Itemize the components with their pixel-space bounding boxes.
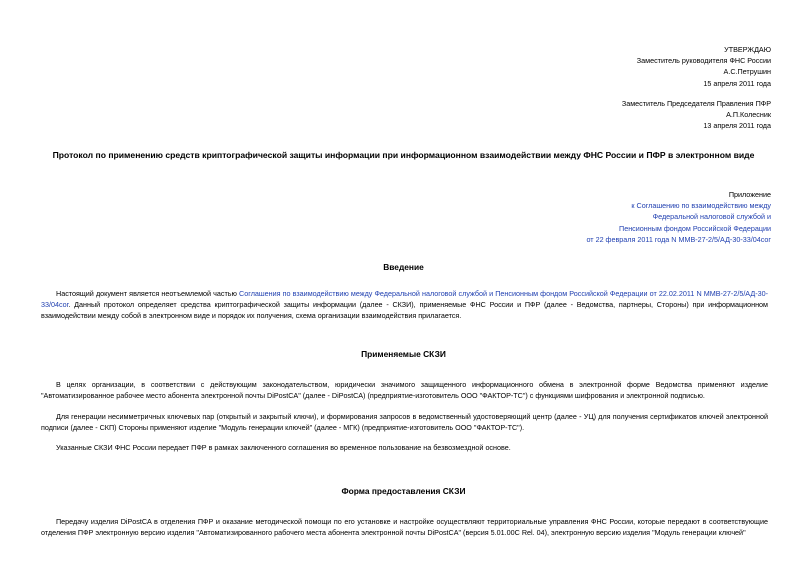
section-heading-skzi: Применяемые СКЗИ <box>361 349 446 359</box>
agreement-link[interactable]: Соглашения по взаимодействию между Федеральной налоговой службой и Пенсионным фондом Российской Федерации от 22.02.2011 N ММВ-27-2/5/АД-30-33/04сог <box>41 289 768 309</box>
section-heading-form: Форма предоставления СКЗИ <box>341 486 466 496</box>
section-heading-intro: Введение <box>383 262 424 272</box>
skzi-paragraph-3: Указанные СКЗИ ФНС России передает ПФР в рамках заключенного соглашения во временное пользование на безвозмездной основе. <box>56 443 511 452</box>
appendix-block <box>586 189 771 245</box>
appendix-link-line[interactable]: от 22 февраля 2011 года N ММВ-27-2/5/АД-30-33/04сог <box>586 234 771 244</box>
appendix-link-line[interactable]: Федеральной налоговой службой и <box>652 212 771 222</box>
intro-text-cont: . Данный протокол определяет средства криптографической защиты информации (далее - СКЗИ), применяемые ФНС России и ПФР (далее - Ведомства, партнеры, Стороны) при информационном взаимодействии между собой в электронном виде и порядок их получения, схема организации взаимодействия прилагается. <box>41 299 768 320</box>
intro-paragraph <box>41 289 768 321</box>
approver-position: Заместитель Председателя Правления ПФР <box>621 99 771 108</box>
approval-block-pfr <box>622 98 771 132</box>
form-paragraph-1: Передачу изделия DiPostCA в отделения ПФР и оказание методической помощи по его установке и настройке осуществляют территориальные управления ФНС России, которые передают в соответствующие отделения ПФР электронную версию изделия "Автоматизированного рабочего места абонента электронной почты DiPostCA" (версия 5.01.00С Rel. 04), электронную версию изделия "Модуль генерации ключей" <box>41 517 768 537</box>
document-title: Протокол по применению средств криптографической защиты информации при информационном взаимодействии между ФНС России и ПФР в электронном виде <box>52 150 755 160</box>
approver-position: Заместитель руководителя ФНС России <box>636 56 771 66</box>
approval-stamp: УТВЕРЖДАЮ <box>724 45 771 54</box>
approval-date: 15 апреля 2011 года <box>703 78 771 88</box>
appendix-link-line[interactable]: к Соглашению по взаимодействию между <box>631 201 771 211</box>
approver-name: А.С.Петрушин <box>723 67 771 77</box>
skzi-paragraph-2: Для генерации несимметричных ключевых пар (открытый и закрытый ключи), и формирования запросов в ведомственный удостоверяющий центр (далее - УЦ) для получения сертификатов ключей электронной подписи (далее - СКП) Стороны применяют изделие "Модуль генерации ключей" (далее - МГК) (предприятие-изготовитель ООО "ФАКТОР-ТС"). <box>41 412 768 432</box>
approval-block-fns <box>637 44 771 89</box>
intro-text: Настоящий документ является неотъемлемой частью <box>56 289 240 298</box>
approver-name: А.П.Колесник <box>726 110 771 120</box>
skzi-paragraph-1: В целях организации, в соответствии с действующим законодательством, юридически значимого защищенного информационного обмена в электронной форме Ведомства применяют изделие "Автоматизированное рабочее место абонента электронной почты DiPostCA" (далее - DiPostCA) (предприятие-изготовитель ООО "ФАКТОР-ТС") с функциями шифрования и электронной подписью. <box>41 380 768 400</box>
approval-date: 13 апреля 2011 года <box>703 121 771 131</box>
appendix-link-line[interactable]: Пенсионным фондом Российской Федерации <box>619 223 771 233</box>
appendix-label: Приложение <box>728 190 771 199</box>
